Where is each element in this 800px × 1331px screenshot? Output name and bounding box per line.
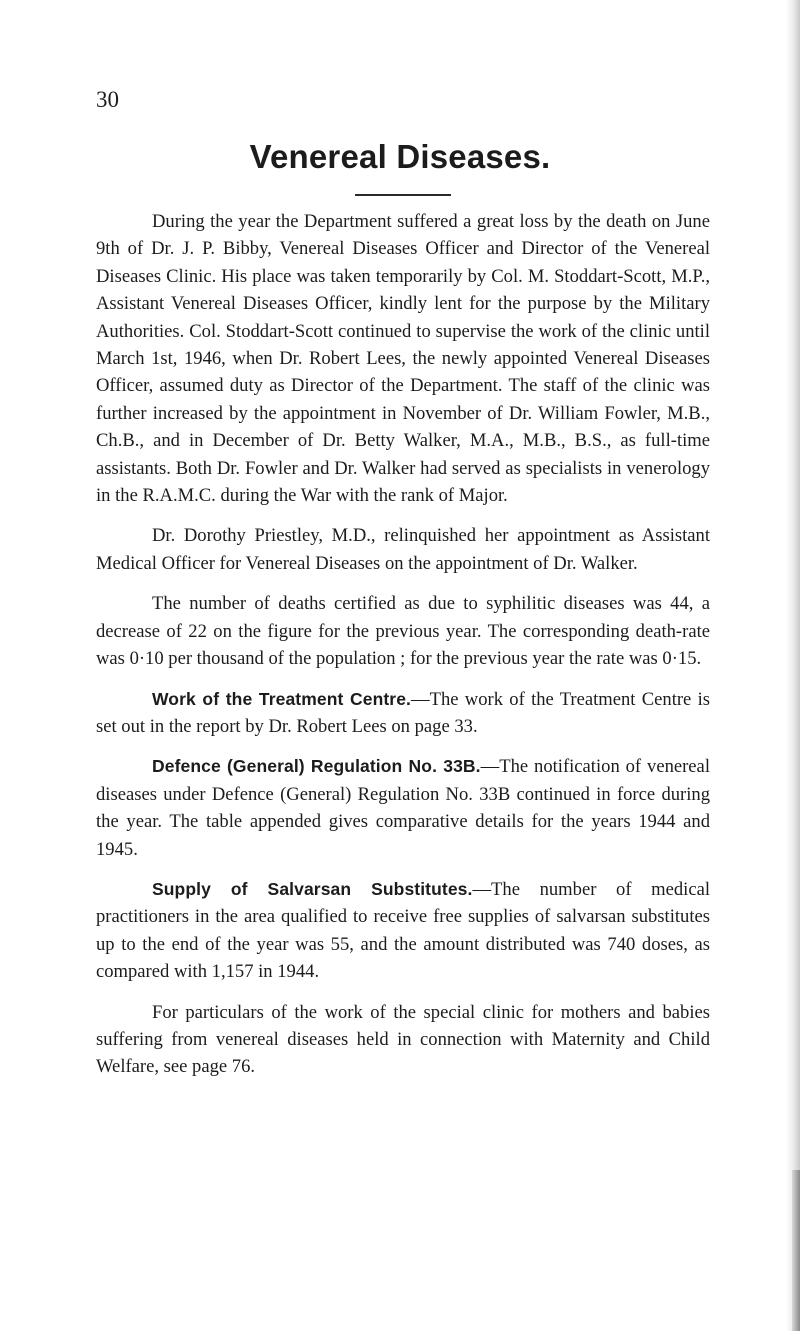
paragraph-treatment-centre [96,686,710,741]
scan-edge-shadow [786,0,800,1331]
paragraph-text: During the year the Department suffered a great loss by the death on June 9th of Dr. J. P. Bibby, Venereal Diseases Officer and Director of the Venereal Diseases Clinic. His place was taken temporarily by Col. M. Stoddart-Scott, M.P., Assistant Venereal Diseases Officer, kindly lent for the purpose by the Military Authorities. Col. Stoddart-Scott continued to supervise the work of the clinic until March 1st, 1946, when Dr. Robert Lees, the newly appointed Venereal Diseases Officer, assumed duty as Director of the Department. The staff of the clinic was further increased by the appointment in November of Dr. William Fowler, M.B., Ch.B., and in December of Dr. Betty Walker, M.A., M.B., B.S., as full-time assistants. Both Dr. Fowler and Dr. Walker had served as specialists in venerology in the R.A.M.C. during the War with the rank of Major. [96,211,710,507]
paragraph-text: For particulars of the work of the special clinic for mothers and babies suffering from venereal diseases held in connection with Maternity and Child Welfare, see page 76. [96,1001,710,1078]
paragraph-text: —The work of the Treatment Centre is set out in the report by Dr. Robert Lees on page 33. [96,688,710,737]
scan-edge-dark [792,1170,800,1331]
body-text [96,208,710,1094]
paragraph-salvarsan [96,876,710,986]
paragraph-department-staff [96,208,710,509]
paragraph-text: —The notification of venereal diseases under Defence (General) Regulation No. 33B continued in force during the year. The table appended gives comparative details for the years 1944 and 1945. [96,756,710,860]
paragraph-regulation-33b [96,753,710,863]
paragraph-text: The number of deaths certified as due to syphilitic diseases was 44, a decrease of 22 on the figure for the previous year. The corresponding death-rate was 0·10 per thousand of the population ; for the previous year the rate was 0·15. [96,593,710,670]
paragraph-deaths [96,590,710,672]
paragraph-special-clinic [96,999,710,1081]
paragraph-text: Dr. Dorothy Priestley, M.D., relinquished her appointment as Assistant Medical Officer for Venereal Diseases on the appointment of Dr. Walker. [96,525,710,574]
title-divider [355,194,451,196]
page-title: Venereal Diseases. [249,138,551,175]
paragraph-text: —The number of medical practitioners in the area qualified to receive free supplies of salvarsan substitutes up to the end of the year was 55, and the amount distributed was 740 doses, as compared with 1,157 in 1944. [96,878,710,983]
section-heading: Defence (General) Regulation No. 33B. [152,756,481,777]
section-heading: Work of the Treatment Centre. [152,688,412,709]
section-heading: Supply of Salvarsan Substitutes. [152,878,473,899]
page-number: 30 [96,87,119,112]
paragraph-priestley [96,522,710,577]
